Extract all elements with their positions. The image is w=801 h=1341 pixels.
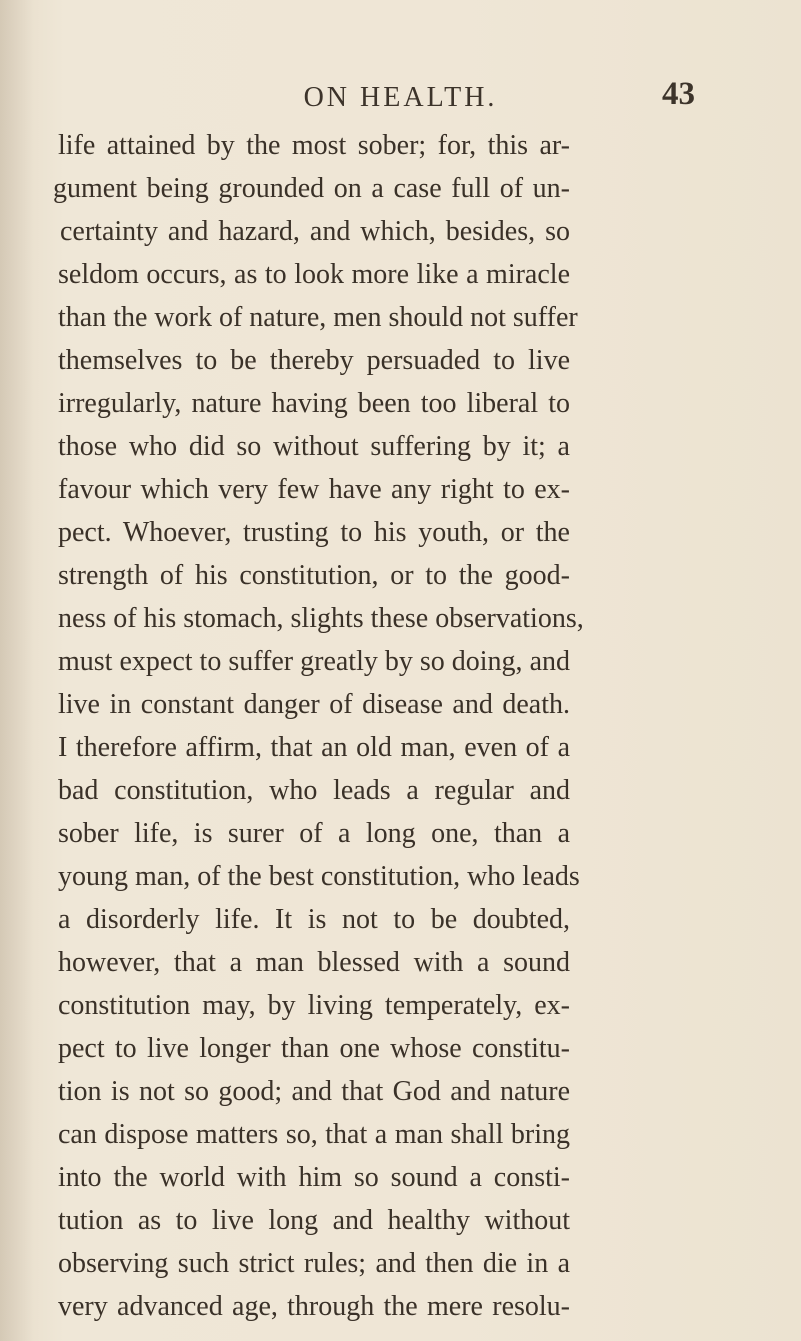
text-line: irregularly, nature having been too liberal to <box>58 388 570 419</box>
text-line: tion is not so good; and that God and nature <box>58 1076 570 1107</box>
text-line: I therefore affirm, that an old man, even of a <box>58 732 570 763</box>
text-line: tution as to live long and healthy without <box>58 1205 570 1236</box>
text-line: strength of his constitution, or to the good- <box>58 560 570 591</box>
text-line: themselves to be thereby persuaded to live <box>58 345 570 376</box>
text-line: constitution may, by living temperately, ex- <box>58 990 570 1021</box>
text-line: gument being grounded on a case full of un- <box>53 173 570 204</box>
text-line: very advanced age, through the mere resolu- <box>58 1291 570 1322</box>
text-line: into the world with him so sound a consti- <box>58 1162 570 1193</box>
text-line: can dispose matters so, that a man shall bring <box>58 1119 570 1150</box>
text-line: pect to live longer than one whose constitu- <box>58 1033 570 1064</box>
text-line: those who did so without suffering by it; a <box>58 431 570 462</box>
text-line: favour which very few have any right to ex- <box>58 474 570 505</box>
text-line: observing such strict rules; and then die in a <box>58 1248 570 1279</box>
text-line: ness of his stomach, slights these observations, <box>58 603 584 634</box>
text-line: than the work of nature, men should not suffer <box>58 302 578 333</box>
text-line: however, that a man blessed with a sound <box>58 947 570 978</box>
page-edge-shadow <box>0 0 34 1341</box>
text-line: sober life, is surer of a long one, than a <box>58 818 570 849</box>
text-line: must expect to suffer greatly by so doing, and <box>58 646 570 677</box>
text-line: seldom occurs, as to look more like a miracle <box>58 259 570 290</box>
text-line: life attained by the most sober; for, this ar- <box>58 130 570 161</box>
page-number: 43 <box>662 76 695 112</box>
text-line: young man, of the best constitution, who leads <box>58 861 580 892</box>
text-line: live in constant danger of disease and death. <box>58 689 570 720</box>
text-line: a disorderly life. It is not to be doubted, <box>58 904 570 935</box>
text-line: bad constitution, who leads a regular and <box>58 775 570 806</box>
text-line: certainty and hazard, and which, besides, so <box>60 216 570 247</box>
text-line: pect. Whoever, trusting to his youth, or the <box>58 517 570 548</box>
page-header <box>0 76 801 120</box>
running-head: ON HEALTH. <box>303 82 498 113</box>
